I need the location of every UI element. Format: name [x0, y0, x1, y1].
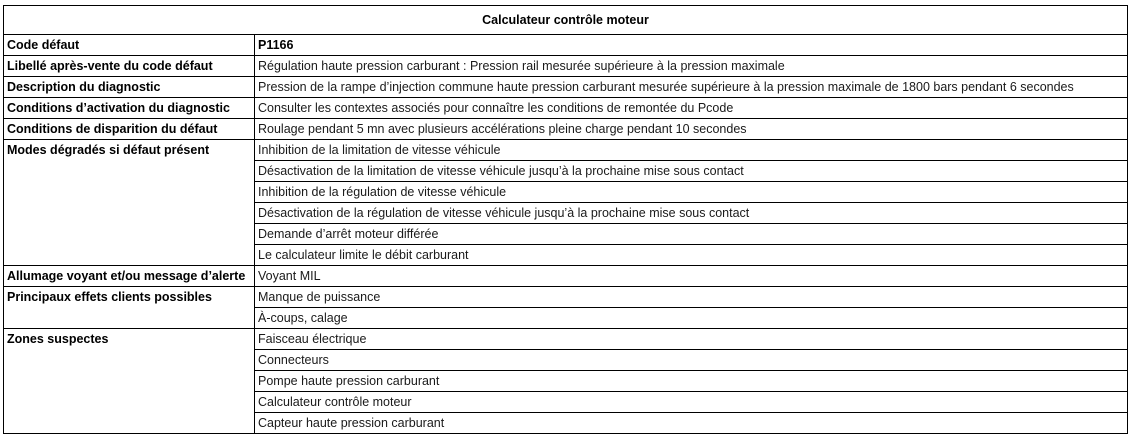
row-label: Code défaut — [4, 35, 255, 56]
row-value: Inhibition de la régulation de vitesse véhicule — [255, 182, 1128, 203]
row-value: Inhibition de la limitation de vitesse véhicule — [255, 140, 1128, 161]
row-value: Pompe haute pression carburant — [255, 371, 1128, 392]
row-value: Connecteurs — [255, 350, 1128, 371]
row-value: Calculateur contrôle moteur — [255, 392, 1128, 413]
row-value: Désactivation de la limitation de vitesse véhicule jusqu’à la prochaine mise sous contact — [255, 161, 1128, 182]
row-value: Demande d’arrêt moteur différée — [255, 224, 1128, 245]
row-value: Le calculateur limite le débit carburant — [255, 245, 1128, 266]
row-value: Capteur haute pression carburant — [255, 413, 1128, 434]
row-value: Roulage pendant 5 mn avec plusieurs accélérations pleine charge pendant 10 secondes — [255, 119, 1128, 140]
row-value: À-coups, calage — [255, 308, 1128, 329]
table-row — [4, 77, 1128, 98]
row-value: Faisceau électrique — [255, 329, 1128, 350]
table-row — [4, 56, 1128, 77]
diagnostic-table — [3, 5, 1128, 434]
row-label: Allumage voyant et/ou message d’alerte — [4, 266, 255, 287]
row-label: Description du diagnostic — [4, 77, 255, 98]
table-row — [4, 119, 1128, 140]
row-value: Désactivation de la régulation de vitesse véhicule jusqu’à la prochaine mise sous contact — [255, 203, 1128, 224]
row-value: Consulter les contextes associés pour connaître les conditions de remontée du Pcode — [255, 98, 1128, 119]
table-row — [4, 98, 1128, 119]
row-label: Libellé après-vente du code défaut — [4, 56, 255, 77]
row-value: Voyant MIL — [255, 266, 1128, 287]
table-row — [4, 140, 1128, 161]
table-title: Calculateur contrôle moteur — [4, 6, 1128, 35]
row-label: Principaux effets clients possibles — [4, 287, 255, 329]
fault-code-value: P1166 — [255, 35, 1128, 56]
row-label: Conditions de disparition du défaut — [4, 119, 255, 140]
table-row — [4, 35, 1128, 56]
row-label: Modes dégradés si défaut présent — [4, 140, 255, 266]
row-value: Manque de puissance — [255, 287, 1128, 308]
table-row — [4, 266, 1128, 287]
row-label: Conditions d’activation du diagnostic — [4, 98, 255, 119]
title-row — [4, 6, 1128, 35]
row-value: Régulation haute pression carburant : Pression rail mesurée supérieure à la pression maximale — [255, 56, 1128, 77]
table-row — [4, 287, 1128, 308]
row-label: Zones suspectes — [4, 329, 255, 434]
table-row — [4, 329, 1128, 350]
row-value: Pression de la rampe d’injection commune haute pression carburant mesurée supérieure à la pression maximale de 1800 bars pendant 6 secondes — [255, 77, 1128, 98]
